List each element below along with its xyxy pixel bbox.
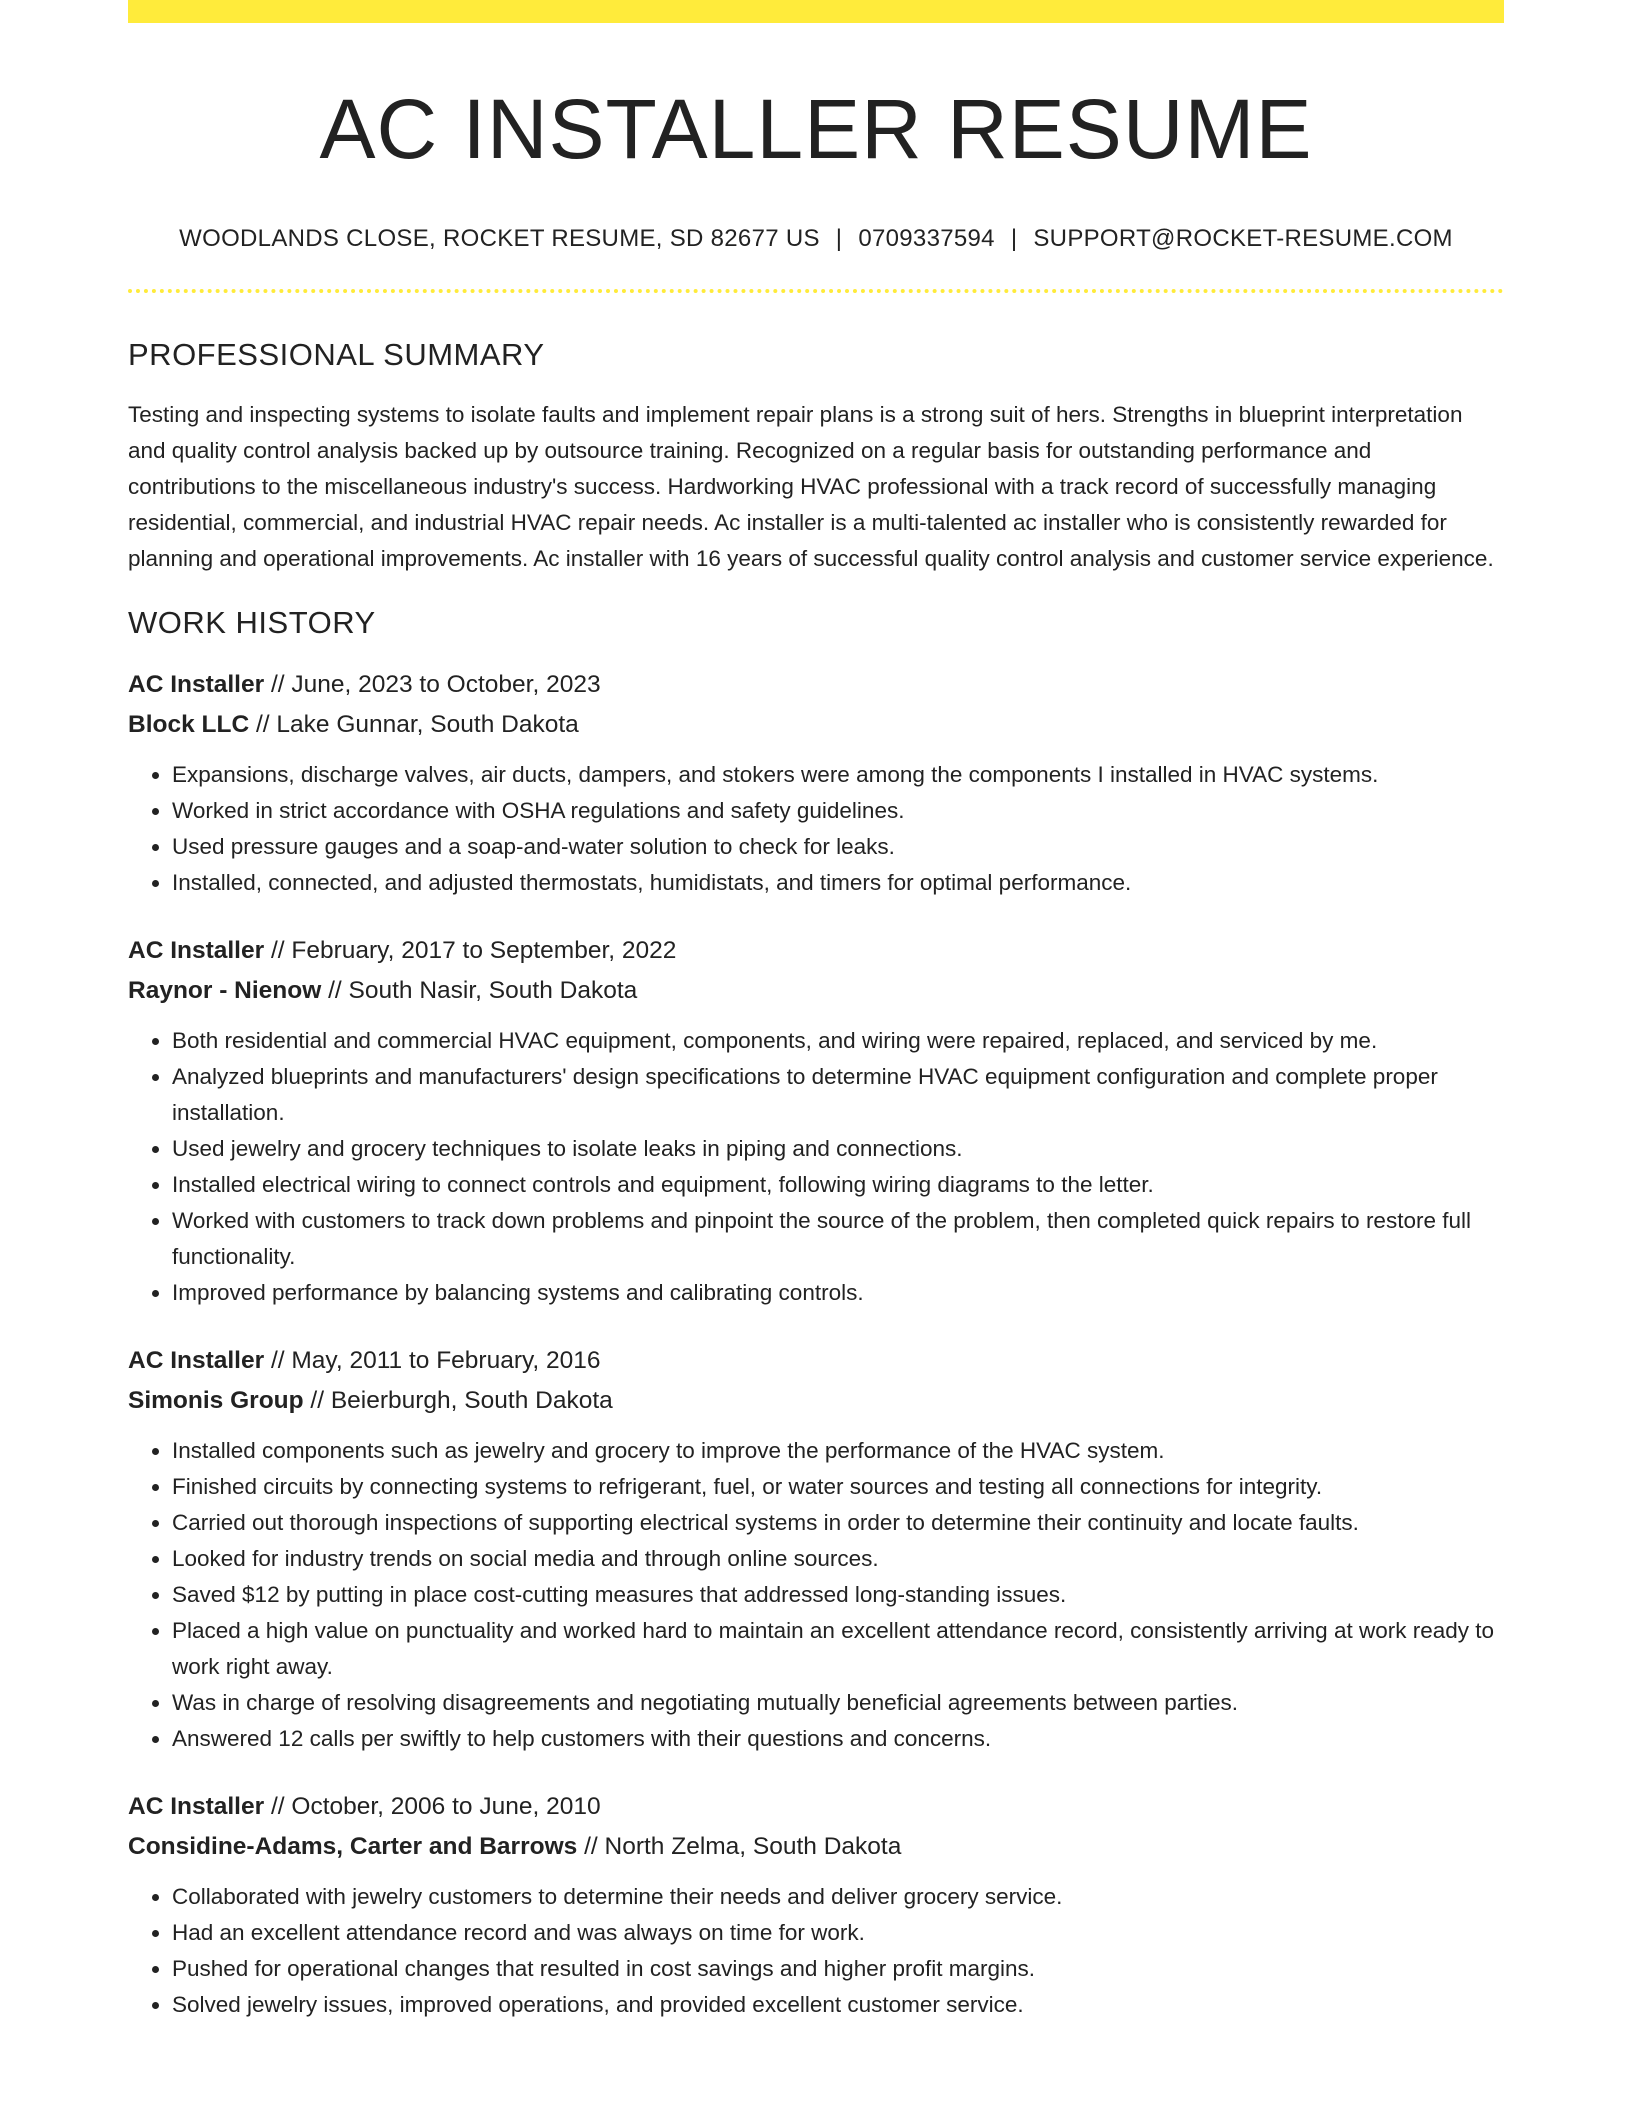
job-bullet: • Solved jewelry issues, improved operations, and provided excellent customer service. bbox=[172, 1987, 1504, 2023]
job-title: AC Installer bbox=[128, 1793, 265, 1821]
summary-text: Testing and inspecting systems to isolate faults and implement repair plans is a strong suit of hers. Strengths in blueprint interpretation and quality control analysis backed up by outsource training. Recognized on a regular basis for outstanding performance and contributions to the miscellaneous industry's success. Hardworking HVAC professional with a track record of successfully managing residential, commercial, and industrial HVAC repair needs. Ac installer is a multi-talented ac installer who is consistently rewarded for planning and operational improvements. Ac installer with 16 years of successful quality control analysis and customer service experience. bbox=[128, 402, 1494, 572]
contact-separator: | bbox=[1010, 225, 1018, 253]
header-divider bbox=[128, 289, 1504, 293]
work-history-heading: WORK HISTORY bbox=[128, 605, 376, 641]
job-bullet: • Was in charge of resolving disagreements and negotiating mutually beneficial agreements between parties. bbox=[172, 1685, 1504, 1721]
job-bullet: • Placed a high value on punctuality and worked hard to maintain an excellent attendance record, consistently arriving at work ready to work right away. bbox=[172, 1613, 1504, 1685]
job-title-line bbox=[128, 665, 1504, 705]
job-bullets bbox=[128, 757, 1504, 901]
job-bullet: • Pushed for operational changes that resulted in cost savings and higher profit margins. bbox=[172, 1951, 1504, 1987]
job-company: Block LLC bbox=[128, 711, 250, 739]
job-bullet: • Worked in strict accordance with OSHA regulations and safety guidelines. bbox=[172, 793, 1504, 829]
job-bullet: • Worked with customers to track down problems and pinpoint the source of the problem, then completed quick repairs to restore full functionality. bbox=[172, 1203, 1504, 1275]
job-bullets bbox=[128, 1879, 1504, 2023]
job-title-line bbox=[128, 1787, 1504, 1827]
job-bullet: • Looked for industry trends on social media and through online sources. bbox=[172, 1541, 1504, 1577]
job-bullet: • Expansions, discharge valves, air ducts, dampers, and stokers were among the components I installed in HVAC systems. bbox=[172, 757, 1504, 793]
job-spacer bbox=[128, 901, 1504, 931]
contact-address: WOODLANDS CLOSE, ROCKET RESUME, SD 82677 US bbox=[179, 225, 820, 253]
job-dates: // May, 2011 to February, 2016 bbox=[264, 1347, 601, 1375]
job-title: AC Installer bbox=[128, 1347, 265, 1375]
job-title-line bbox=[128, 931, 1504, 971]
job-dates: // October, 2006 to June, 2010 bbox=[264, 1793, 601, 1821]
job-bullets bbox=[128, 1023, 1504, 1311]
job-location: // South Nasir, South Dakota bbox=[321, 977, 638, 1005]
job-dates: // June, 2023 to October, 2023 bbox=[264, 671, 601, 699]
job-bullet: • Used pressure gauges and a soap-and-water solution to check for leaks. bbox=[172, 829, 1504, 865]
job-bullet: • Improved performance by balancing systems and calibrating controls. bbox=[172, 1275, 1504, 1311]
job-company: Raynor - Nienow bbox=[128, 977, 322, 1005]
job-bullet: • Saved $12 by putting in place cost-cutting measures that addressed long-standing issues. bbox=[172, 1577, 1504, 1613]
job-bullet: • Carried out thorough inspections of supporting electrical systems in order to determine their continuity and locate faults. bbox=[172, 1505, 1504, 1541]
job-spacer bbox=[128, 1311, 1504, 1341]
contact-email: SUPPORT@ROCKET-RESUME.COM bbox=[1033, 225, 1453, 253]
job-bullet: • Answered 12 calls per swiftly to help customers with their questions and concerns. bbox=[172, 1721, 1504, 1757]
job-company-line bbox=[128, 705, 1504, 745]
resume-page bbox=[128, 0, 1504, 2023]
job-entry bbox=[128, 665, 1504, 901]
job-title-line bbox=[128, 1341, 1504, 1381]
job-company-line bbox=[128, 1827, 1504, 1867]
job-location: // Lake Gunnar, South Dakota bbox=[249, 711, 579, 739]
contact-separator: | bbox=[835, 225, 843, 253]
job-entry bbox=[128, 931, 1504, 1311]
job-bullet: • Both residential and commercial HVAC equipment, components, and wiring were repaired, replaced, and serviced by me. bbox=[172, 1023, 1504, 1059]
job-company: Simonis Group bbox=[128, 1387, 304, 1415]
job-location: // North Zelma, South Dakota bbox=[577, 1833, 902, 1861]
top-accent-bar bbox=[128, 0, 1504, 23]
page-title: AC INSTALLER RESUME bbox=[319, 82, 1313, 176]
job-title: AC Installer bbox=[128, 671, 265, 699]
summary-heading: PROFESSIONAL SUMMARY bbox=[128, 337, 545, 373]
job-spacer bbox=[128, 1757, 1504, 1787]
job-bullet: • Analyzed blueprints and manufacturers' design specifications to determine HVAC equipment configuration and complete proper installation. bbox=[172, 1059, 1504, 1131]
contact-line bbox=[128, 225, 1504, 253]
job-bullets bbox=[128, 1433, 1504, 1757]
job-entry bbox=[128, 1341, 1504, 1757]
job-company-line bbox=[128, 971, 1504, 1011]
job-company: Considine-Adams, Carter and Barrows bbox=[128, 1833, 578, 1861]
job-bullet: • Installed electrical wiring to connect controls and equipment, following wiring diagrams to the letter. bbox=[172, 1167, 1504, 1203]
job-bullet: • Collaborated with jewelry customers to determine their needs and deliver grocery service. bbox=[172, 1879, 1504, 1915]
job-bullet: • Had an excellent attendance record and was always on time for work. bbox=[172, 1915, 1504, 1951]
contact-phone: 0709337594 bbox=[858, 225, 995, 253]
job-bullet: • Used jewelry and grocery techniques to isolate leaks in piping and connections. bbox=[172, 1131, 1504, 1167]
job-entry bbox=[128, 1787, 1504, 2023]
job-bullet: • Finished circuits by connecting systems to refrigerant, fuel, or water sources and testing all connections for integrity. bbox=[172, 1469, 1504, 1505]
job-bullet: • Installed, connected, and adjusted thermostats, humidistats, and timers for optimal performance. bbox=[172, 865, 1504, 901]
job-company-line bbox=[128, 1381, 1504, 1421]
job-location: // Beierburgh, South Dakota bbox=[303, 1387, 613, 1415]
job-bullet: • Installed components such as jewelry and grocery to improve the performance of the HVAC system. bbox=[172, 1433, 1504, 1469]
job-title: AC Installer bbox=[128, 937, 265, 965]
job-dates: // February, 2017 to September, 2022 bbox=[264, 937, 677, 965]
